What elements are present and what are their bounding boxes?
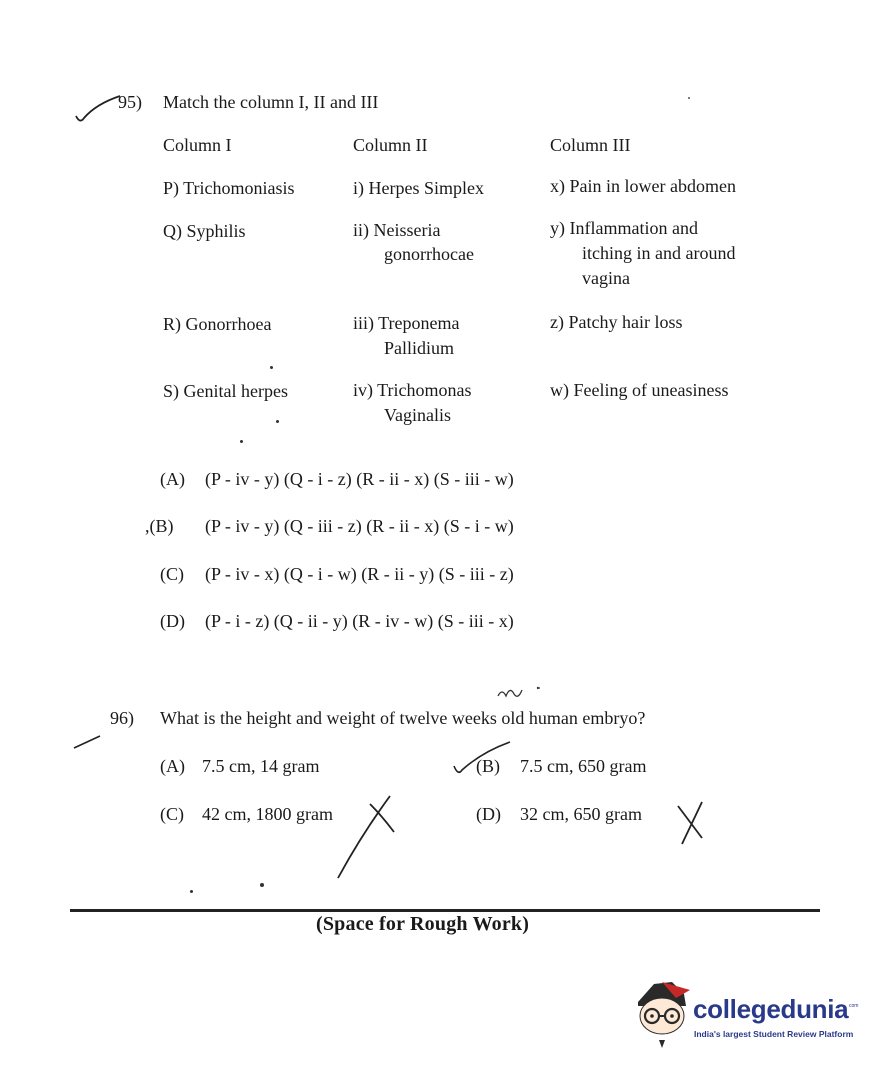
q95-question: Match the column I, II and III bbox=[163, 92, 379, 112]
q96-option-b-label: (B) bbox=[476, 756, 500, 776]
stray-dot bbox=[688, 97, 690, 99]
row-q-col3-line2: itching in and around bbox=[582, 243, 736, 263]
row-q-col2-line1: ii) Neisseria bbox=[353, 220, 441, 240]
row-q-col3-line1: y) Inflammation and bbox=[550, 218, 698, 238]
row-s-col2-line2: Vaginalis bbox=[384, 405, 451, 425]
q95-option-c-label: (C) bbox=[160, 564, 184, 584]
brand-tagline: India's largest Student Review Platform bbox=[694, 1029, 854, 1039]
rough-work-label: (Space for Rough Work) bbox=[316, 913, 530, 935]
q95-option-a-text: (P - iv - y) (Q - i - z) (R - ii - x) (S - iii - w) bbox=[205, 469, 514, 489]
q95-option-b-label: ,(B) bbox=[145, 516, 174, 536]
stray-dot bbox=[190, 890, 193, 893]
q96-option-a-text: 7.5 cm, 14 gram bbox=[202, 756, 320, 776]
row-r-col2-line2: Pallidium bbox=[384, 338, 455, 358]
row-r-col1: R) Gonorrhoea bbox=[163, 314, 272, 334]
row-r-col3: z) Patchy hair loss bbox=[550, 312, 683, 332]
q95-number: 95) bbox=[118, 92, 142, 112]
q96-option-d-text: 32 cm, 650 gram bbox=[520, 804, 642, 824]
handwritten-scribble-icon bbox=[494, 682, 544, 704]
row-s-col3: w) Feeling of uneasiness bbox=[550, 380, 729, 400]
q95-option-d-text: (P - i - z) (Q - ii - y) (R - iv - w) (S - iii - x) bbox=[205, 611, 514, 631]
margin-stroke-icon bbox=[72, 734, 102, 750]
column-2-header: Column II bbox=[353, 135, 428, 155]
q95-option-a-label: (A) bbox=[160, 469, 185, 489]
stray-dot bbox=[240, 440, 243, 443]
stray-dot bbox=[538, 687, 540, 689]
q96-option-d-label: (D) bbox=[476, 804, 501, 824]
column-3-header: Column III bbox=[550, 135, 631, 155]
cross-mark-icon bbox=[676, 800, 706, 846]
row-s-col1: S) Genital herpes bbox=[163, 381, 288, 401]
q96-number: 96) bbox=[110, 708, 134, 728]
row-q-col3-line3: vagina bbox=[582, 268, 630, 288]
stray-dot bbox=[276, 420, 279, 423]
stray-dot bbox=[260, 883, 264, 887]
brand-name: collegedunia bbox=[693, 994, 849, 1024]
q96-option-a-label: (A) bbox=[160, 756, 185, 776]
divider-line bbox=[70, 909, 820, 912]
stray-dot bbox=[270, 366, 273, 369]
q96-option-c-text: 42 cm, 1800 gram bbox=[202, 804, 333, 824]
row-p-col1: P) Trichomoniasis bbox=[163, 178, 295, 198]
q96-option-b-text: 7.5 cm, 650 gram bbox=[520, 756, 647, 776]
brand-superscript: com bbox=[849, 1003, 859, 1009]
q95-option-b-text: (P - iv - y) (Q - iii - z) (R - ii - x) (S - i - w) bbox=[205, 516, 514, 536]
q96-option-c-label: (C) bbox=[160, 804, 184, 824]
tick-mark-icon bbox=[74, 94, 124, 126]
cross-mark-icon bbox=[332, 794, 402, 880]
collegedunia-mascot-icon bbox=[632, 980, 692, 1050]
row-s-col2-line1: iv) Trichomonas bbox=[353, 380, 472, 400]
row-q-col1: Q) Syphilis bbox=[163, 221, 246, 241]
row-p-col2: i) Herpes Simplex bbox=[353, 178, 484, 198]
q95-option-d-label: (D) bbox=[160, 611, 185, 631]
q96-question: What is the height and weight of twelve weeks old human embryo? bbox=[160, 708, 646, 728]
q95-option-c-text: (P - iv - x) (Q - i - w) (R - ii - y) (S - iii - z) bbox=[205, 564, 514, 584]
row-p-col3: x) Pain in lower abdomen bbox=[550, 176, 736, 196]
row-q-col2-line2: gonorrhocae bbox=[384, 244, 474, 264]
row-r-col2-line1: iii) Treponema bbox=[353, 313, 460, 333]
column-1-header: Column I bbox=[163, 135, 232, 155]
